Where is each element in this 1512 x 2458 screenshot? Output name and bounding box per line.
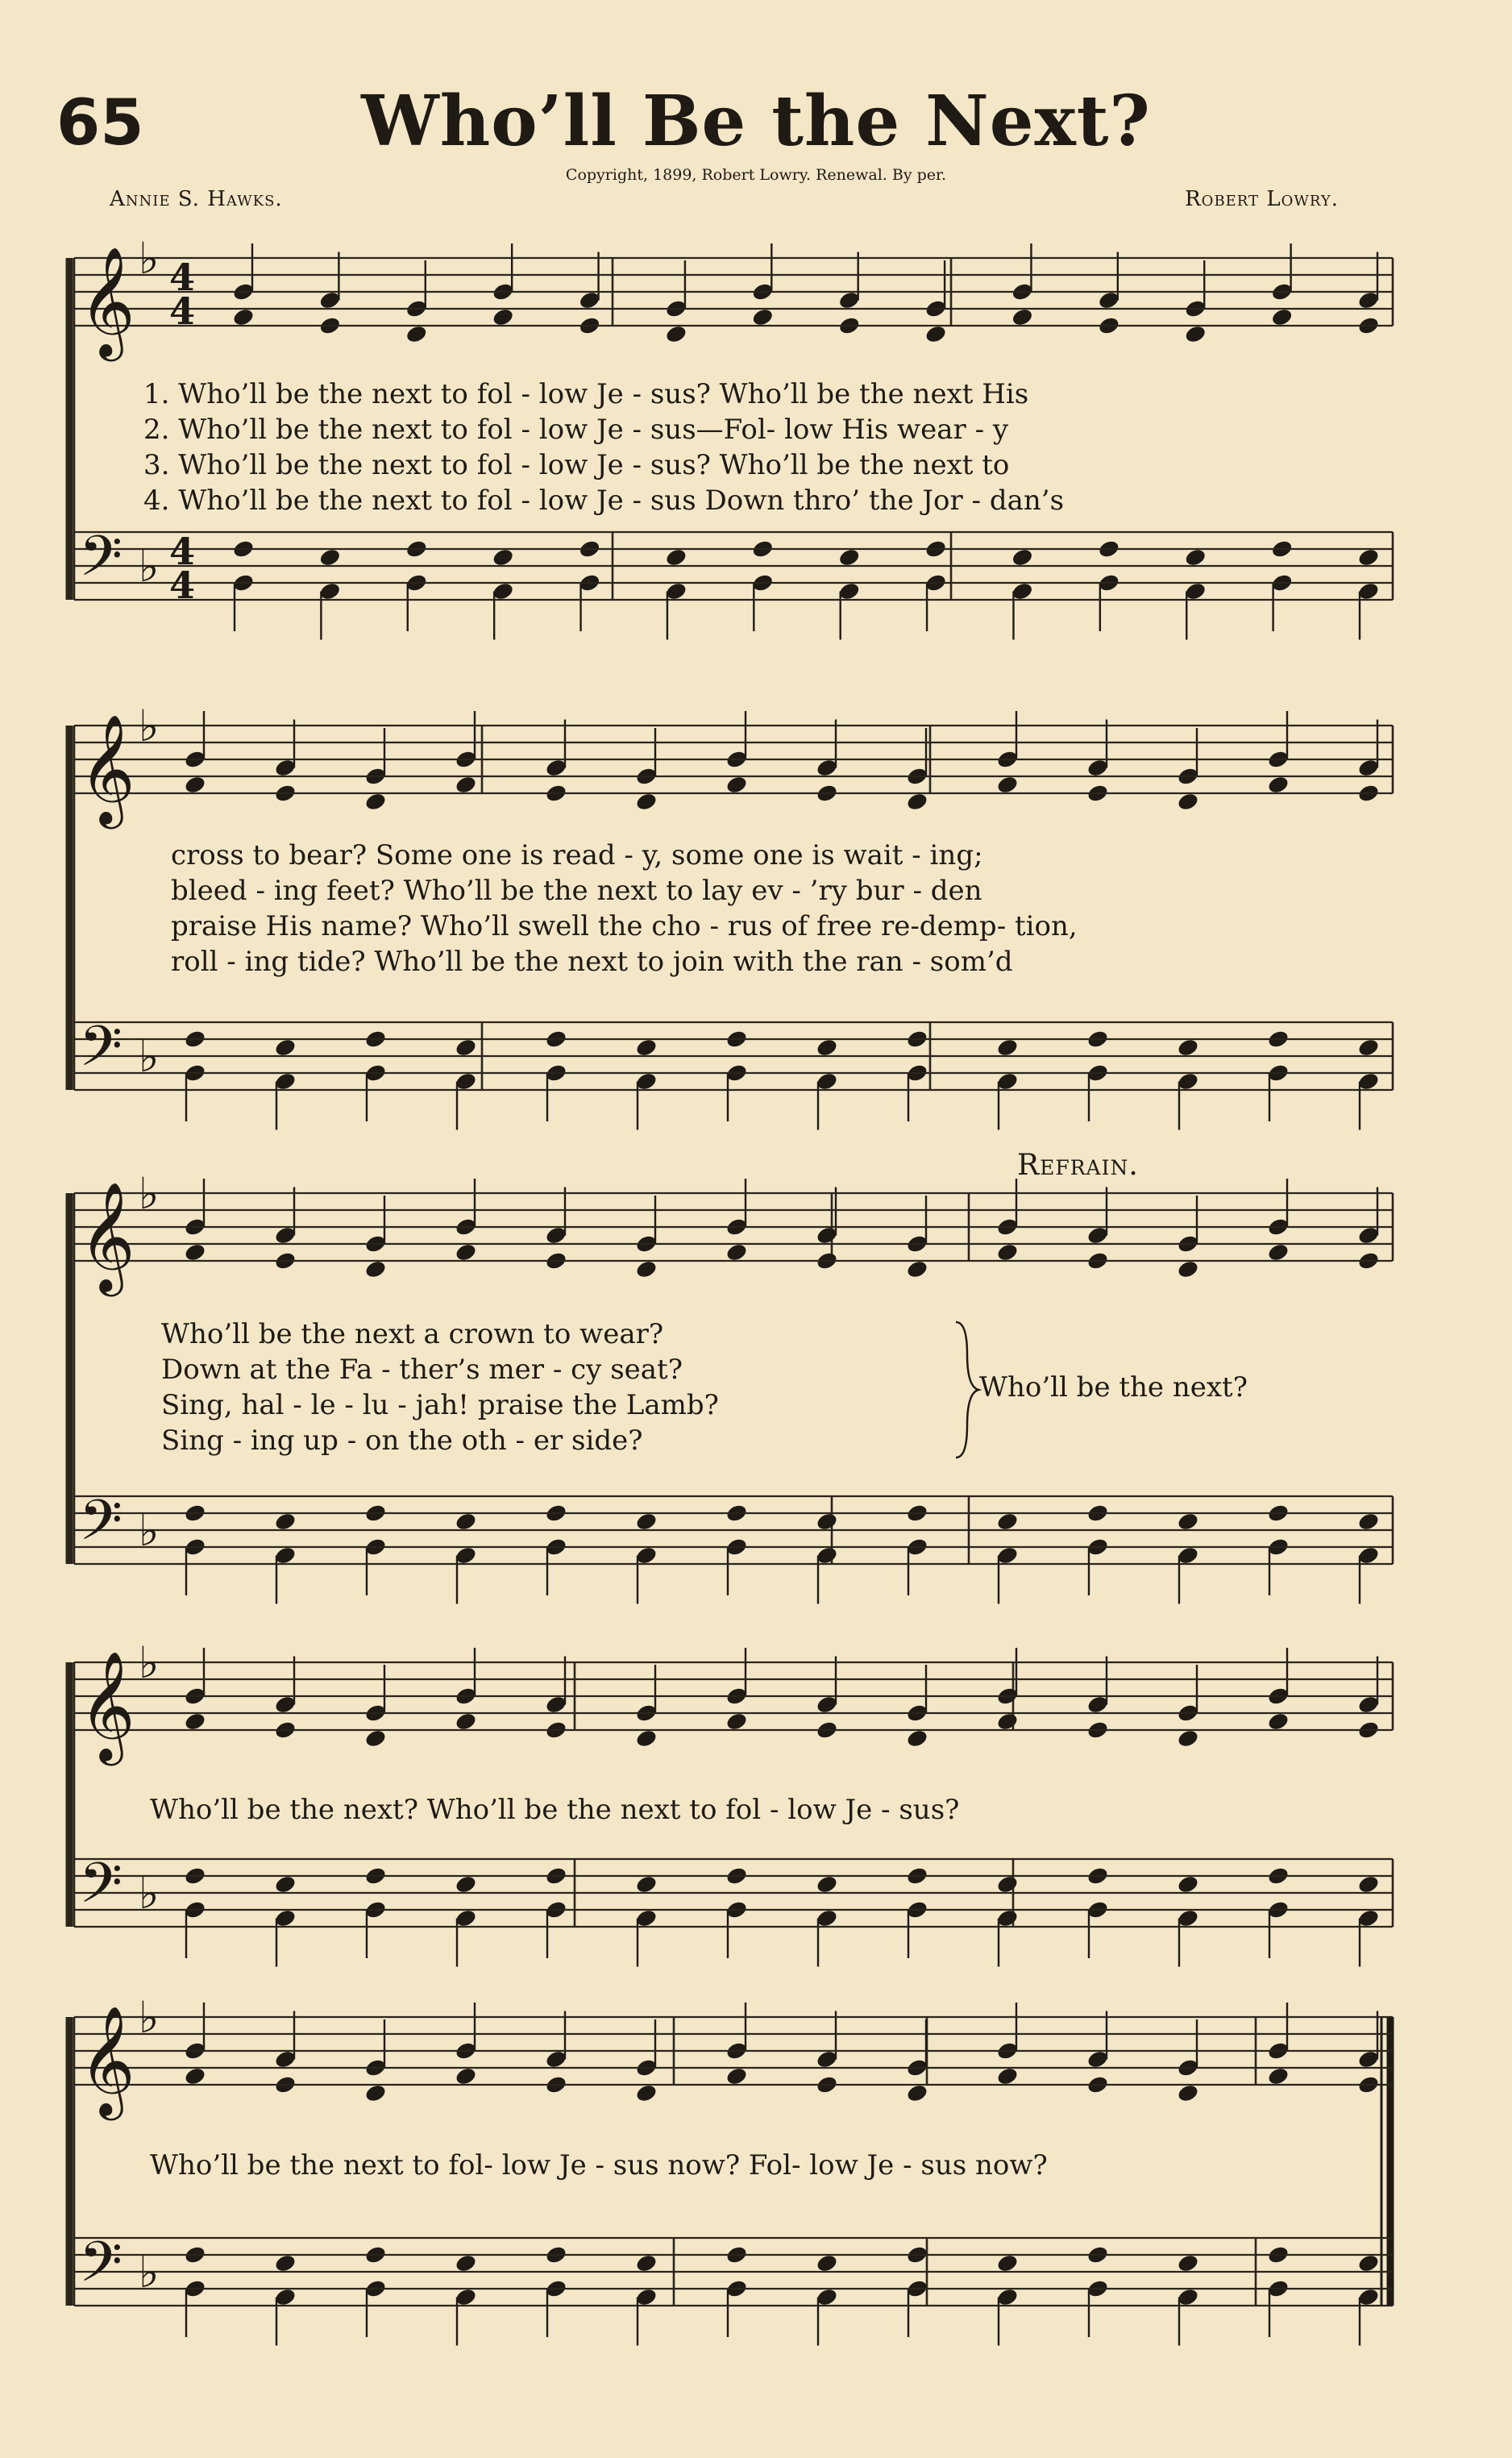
notehead: [274, 2253, 297, 2274]
notehead: [837, 547, 861, 568]
notehead: [924, 324, 948, 345]
bass-clef-icon: 𝄢: [79, 523, 123, 602]
notehead: [1184, 547, 1207, 568]
treble-clef-icon: 𝄞: [79, 1180, 135, 1291]
composer-credit: Robert Lowry.: [1185, 187, 1339, 211]
notehead: [1184, 324, 1207, 345]
lyric-line: 4. Who’ll be the next to fol - low Je - sus Down thro’ the Jor - dan’s: [143, 485, 1065, 517]
time-signature-top: 4: [169, 255, 196, 299]
refrain-lyric: Who’ll be the next?: [979, 1371, 1248, 1404]
key-signature-flat-icon: ♭: [139, 700, 160, 751]
lyric-line: Down at the Fa - ther’s mer - cy seat?: [161, 1354, 683, 1386]
notehead: [996, 775, 1020, 796]
notehead: [455, 1711, 478, 1732]
notehead: [274, 1038, 297, 1058]
treble-staff: [74, 233, 1393, 361]
treble-clef-icon: 𝄞: [79, 2004, 135, 2115]
bass-clef-icon: 𝄢: [79, 1487, 123, 1566]
key-signature-flat-icon: ♭: [139, 232, 160, 284]
lyric-line: Who’ll be the next a crown to wear?: [161, 1318, 664, 1350]
treble-clef-icon: 𝄞: [79, 713, 135, 824]
notehead: [184, 1242, 207, 1263]
notehead: [1177, 2253, 1200, 2274]
lyrics-layer: [143, 378, 1248, 2181]
notehead: [184, 1711, 207, 1732]
notehead: [906, 2083, 929, 2104]
lyric-line: roll - ing tide? Who’ll be the next to join with the ran - som’d: [171, 946, 1013, 978]
notehead: [455, 1242, 478, 1263]
refrain-label: Refrain.: [1017, 1149, 1139, 1182]
key-signature-flat-icon: ♭: [139, 2246, 160, 2298]
notehead: [635, 1874, 658, 1895]
notehead: [1357, 1512, 1381, 1533]
notehead: [455, 1038, 478, 1058]
notehead: [1177, 1038, 1200, 1058]
lyric-line: 2. Who’ll be the next to fol - low Je - sus—Fol- low His wear - y: [143, 414, 1009, 446]
notehead: [184, 775, 207, 796]
lyric-line: cross to bear? Some one is read - y, some one is wait - ing;: [171, 839, 983, 871]
notehead: [906, 792, 929, 813]
key-signature-flat-icon: ♭: [139, 1167, 160, 1219]
notehead: [635, 792, 658, 813]
notehead: [906, 1728, 929, 1749]
notehead: [364, 792, 388, 813]
notehead: [1177, 1512, 1200, 1533]
key-signature-flat-icon: ♭: [139, 540, 160, 592]
key-signature-flat-icon: ♭: [139, 1504, 160, 1556]
notehead: [1357, 547, 1381, 568]
bass-clef-icon: 𝄢: [79, 2229, 123, 2308]
hymn-title: Who’ll Be the Next?: [361, 81, 1151, 162]
notehead: [996, 1711, 1020, 1732]
notehead: [635, 1728, 658, 1749]
notehead: [635, 1512, 658, 1533]
lyric-line: bleed - ing feet? Who’ll be the next to lay ev - ’ry bur - den: [171, 875, 982, 907]
notehead: [1177, 792, 1200, 813]
notehead: [816, 1038, 839, 1058]
notehead: [1177, 1259, 1200, 1280]
notehead: [1011, 307, 1034, 328]
notehead: [1357, 2253, 1381, 2274]
key-signature-flat-icon: ♭: [139, 1867, 160, 1919]
lyric-line: Sing - ing up - on the oth - er side?: [161, 1424, 643, 1457]
notehead: [1357, 1874, 1381, 1895]
key-signature-flat-icon: ♭: [139, 1991, 160, 2043]
key-signature-flat-icon: ♭: [139, 1637, 160, 1688]
notehead: [318, 547, 342, 568]
systems-layer: [69, 233, 1393, 2346]
notehead: [816, 1874, 839, 1895]
notehead: [1267, 1711, 1290, 1732]
notehead: [455, 1512, 478, 1533]
notehead: [455, 2253, 478, 2274]
notehead: [664, 324, 687, 345]
notehead: [906, 1259, 929, 1280]
notehead: [725, 1242, 749, 1263]
notehead: [751, 307, 775, 328]
notehead: [996, 1512, 1020, 1533]
treble-clef-icon: 𝄞: [79, 1649, 135, 1761]
notehead: [725, 1711, 749, 1732]
notehead: [1177, 1728, 1200, 1749]
notehead: [405, 324, 428, 345]
notehead: [364, 2083, 388, 2104]
notehead: [1267, 775, 1290, 796]
treble-clef-icon: 𝄞: [79, 245, 135, 356]
notehead: [1177, 2083, 1200, 2104]
notehead: [364, 1259, 388, 1280]
time-signature-bottom: 4: [169, 289, 196, 333]
bass-clef-icon: 𝄢: [79, 1013, 123, 1092]
notehead: [635, 1038, 658, 1058]
notehead: [184, 2066, 207, 2087]
notehead: [232, 307, 255, 328]
notehead: [492, 547, 515, 568]
bass-clef-icon: 𝄢: [79, 1850, 123, 1929]
notehead: [996, 1874, 1020, 1895]
lyric-line: Sing, hal - le - lu - jah! praise the Lamb?: [161, 1389, 719, 1421]
notehead: [274, 1874, 297, 1895]
notehead: [996, 1242, 1020, 1263]
notehead: [1177, 1874, 1200, 1895]
notehead: [1011, 547, 1034, 568]
key-signature-flat-icon: ♭: [139, 1030, 160, 1082]
notehead: [725, 775, 749, 796]
notehead: [725, 2066, 749, 2087]
notehead: [996, 2066, 1020, 2087]
notehead: [274, 1512, 297, 1533]
lyric-line: Who’ll be the next? Who’ll be the next to fol - low Je - sus?: [150, 1794, 960, 1826]
notehead: [455, 1874, 478, 1895]
notehead: [455, 775, 478, 796]
lyric-line: 3. Who’ll be the next to fol - low Je - sus? Who’ll be the next to: [143, 449, 1010, 481]
notehead: [816, 1512, 839, 1533]
notehead: [664, 547, 687, 568]
notehead: [635, 1259, 658, 1280]
notehead: [1267, 2066, 1290, 2087]
notehead: [1267, 1242, 1290, 1263]
notehead: [996, 2253, 1020, 2274]
notehead: [492, 307, 515, 328]
notehead: [1357, 1038, 1381, 1058]
notehead: [635, 2083, 658, 2104]
notehead: [455, 2066, 478, 2087]
time-signature-top: 4: [169, 529, 196, 573]
copyright-notice: Copyright, 1899, Robert Lowry. Renewal. By per.: [565, 166, 947, 184]
notehead: [635, 2253, 658, 2274]
notehead: [996, 1038, 1020, 1058]
lyric-line: 1. Who’ll be the next to fol - low Je - sus? Who’ll be the next His: [143, 378, 1029, 410]
lyric-line: Who’ll be the next to fol- low Je - sus now? Fol- low Je - sus now?: [150, 2149, 1048, 2181]
notehead: [1270, 307, 1294, 328]
hymn-number: 65: [56, 87, 144, 160]
notehead: [364, 1728, 388, 1749]
verse-brace-icon: [956, 1322, 978, 1458]
lyric-line: praise His name? Who’ll swell the cho - rus of free re-demp- tion,: [171, 910, 1078, 942]
lyricist-credit: Annie S. Hawks.: [110, 187, 283, 211]
notehead: [816, 2253, 839, 2274]
time-signature-bottom: 4: [169, 563, 196, 607]
